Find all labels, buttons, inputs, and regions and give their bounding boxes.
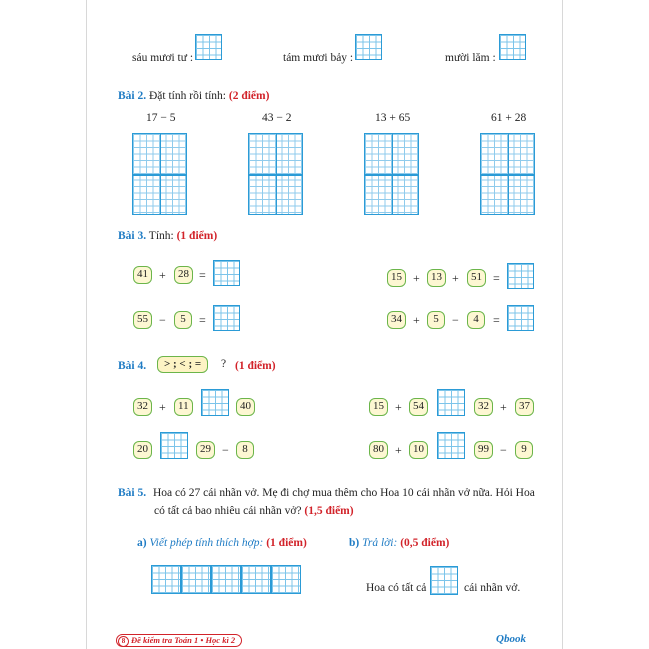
operator: − [222,443,229,457]
number-word-2: tám mươi bảy : [283,52,354,64]
expression-box-1[interactable] [151,565,181,594]
number-chip: 9 [515,441,533,459]
operator: − [500,443,507,457]
operator: − [159,313,166,327]
number-chip: 4 [467,311,485,329]
operator: = [493,271,500,285]
page-number: 8 [118,636,129,647]
answer-prefix: Hoa có tất cả [366,582,427,594]
problem-17-5: 17 − 5 [146,112,176,124]
number-word-1: sáu mươi tư : [132,52,194,64]
operator: = [199,268,206,282]
number-chip: 29 [196,441,215,459]
operator: + [413,271,420,285]
part-a-text: Viết phép tính thích hợp: [149,537,264,549]
number-chip: 32 [133,398,152,416]
exercise-2-score: (2 điểm) [228,90,270,102]
problem-43-2: 43 − 2 [262,112,292,124]
number-chip: 15 [369,398,388,416]
exercise-5-text-1: Hoa có 27 cái nhãn vở. Mẹ đi chợ mua thêm cho Hoa 10 cái nhãn vở nữa. Hỏi Hoa [153,487,535,499]
part-a-label: a) [137,537,147,549]
part-b-heading [349,537,449,549]
number-chip: 40 [236,398,255,416]
number-chip: 5 [427,311,445,329]
answer-suffix: cái nhãn vở. [464,582,521,594]
answer-grid[interactable] [195,34,222,60]
operator: = [493,313,500,327]
number-chip: 99 [474,441,493,459]
exercise-5-line-1 [118,487,535,499]
footer-title-pill [116,634,242,647]
exercise-4-title: Bài 4. [118,360,147,372]
exercise-2-label: Bài 2. [118,90,147,102]
number-chip: 80 [369,441,388,459]
answer-grid[interactable] [507,263,534,289]
page-edge-left [86,0,87,649]
number-chip: 13 [427,269,446,287]
number-chip: 32 [474,398,493,416]
operator: + [159,400,166,414]
exercise-3-label: Bài 3. [118,230,147,242]
operator: + [500,400,507,414]
operator: + [395,400,402,414]
question-mark: ? [221,358,227,370]
compare-sign-grid[interactable] [160,432,188,459]
part-a-heading [137,537,307,549]
number-chip: 10 [409,441,428,459]
part-b-label: b) [349,537,360,549]
operator: = [199,313,206,327]
operator: + [452,271,459,285]
compare-sign-grid[interactable] [437,432,465,459]
compare-sign-grid[interactable] [437,389,465,416]
number-chip: 37 [515,398,534,416]
answer-grid[interactable] [499,34,526,60]
qbook-logo: Qbook [496,633,526,645]
number-chip: 34 [387,311,406,329]
number-chip: 11 [174,398,193,416]
number-chip: 8 [236,441,254,459]
exercise-2-text: Đặt tính rồi tính: [149,90,226,102]
number-chip: 5 [174,311,192,329]
expression-box-3[interactable] [211,565,241,594]
number-chip: 55 [133,311,152,329]
page-edge-right [562,0,563,649]
exercise-5-label: Bài 5. [118,487,147,499]
expression-box-4[interactable] [241,565,271,594]
number-word-3: mười lăm : [445,52,496,64]
exercise-3-heading [118,230,217,242]
answer-grid[interactable] [213,305,240,331]
answer-grid[interactable] [355,34,382,60]
exercise-2-heading [118,90,269,102]
answer-grid[interactable] [430,566,458,595]
operator: + [395,443,402,457]
exercise-5-score: (1,5 điểm) [304,505,354,517]
number-chip: 51 [467,269,486,287]
expression-box-5[interactable] [271,565,301,594]
answer-grid[interactable] [213,260,240,286]
exercise-3-text: Tính: [148,230,174,242]
part-b-score: (0,5 điểm) [400,537,450,549]
compare-signs-pill: > ; < ; = [157,356,208,373]
number-chip: 41 [133,266,152,284]
part-b-text: Trả lời: [362,537,398,549]
number-chip: 15 [387,269,406,287]
number-chip: 20 [133,441,152,459]
answer-grid[interactable] [507,305,534,331]
vertical-calc-grid[interactable] [248,133,303,215]
vertical-calc-grid[interactable] [132,133,187,215]
compare-sign-grid[interactable] [201,389,229,416]
vertical-calc-grid[interactable] [480,133,535,215]
exercise-4-score: (1 điểm) [235,360,276,372]
number-chip: 28 [174,266,193,284]
vertical-calc-grid[interactable] [364,133,419,215]
problem-61-28: 61 + 28 [491,112,527,124]
expression-box-2[interactable] [181,565,211,594]
exercise-5-line-2 [154,505,354,517]
number-chip: 54 [409,398,428,416]
exercise-3-score: (1 điểm) [176,230,218,242]
operator: − [452,313,459,327]
exercise-5-text-2: có tất cả bao nhiêu cái nhãn vở? [154,505,302,517]
operator: + [413,313,420,327]
part-a-score: (1 điểm) [266,537,307,549]
exercise-4-label [118,360,146,372]
problem-13-65: 13 + 65 [375,112,411,124]
footer-title: Đề kiểm tra Toán 1 • Học kì 2 [131,635,236,645]
operator: + [159,268,166,282]
